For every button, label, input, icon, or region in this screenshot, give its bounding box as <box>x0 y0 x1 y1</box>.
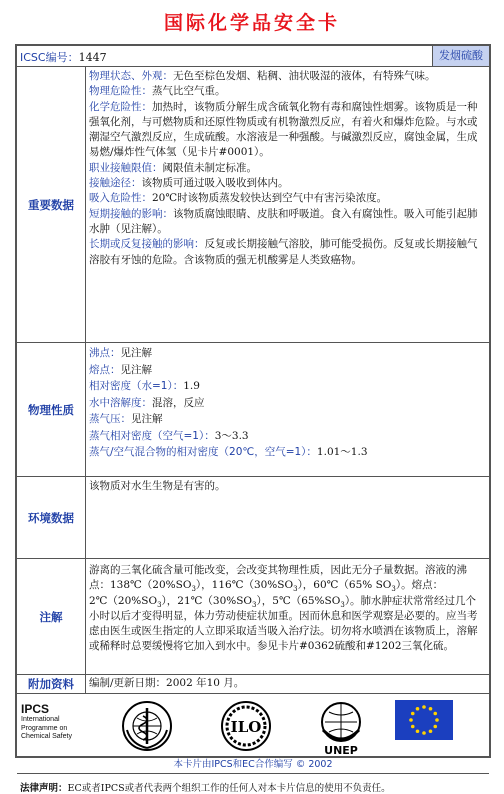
legal-label: 法律声明： <box>20 783 68 794</box>
credit-line: 本卡片由IPCS和EC合作编写 © 2002 <box>173 759 333 770</box>
eu-star-icon <box>429 707 433 711</box>
logos-row <box>17 694 489 774</box>
physical-properties-label: 物理性质 <box>17 343 86 476</box>
unep-emblem-icon <box>315 700 367 756</box>
icsc-code-label: ICSC编号： <box>20 51 79 64</box>
property-item: 蒸气/空气混合物的相对密度（20℃，空气=1）：1.01～1.3 <box>89 446 368 458</box>
additional-info-row <box>17 675 489 694</box>
important-data-label: 重要数据 <box>17 67 86 342</box>
notes-content: 游离的三氧化硫含量可能改变，会改变其物理性质，因此无分子量数据。溶液的沸点：$138℃(20\%SO_3)$，$116℃(30\%SO_3)$，60℃（65% $SO_3$）。熔点：$2℃(20\%SO_3)$，$21℃(30\%SO_3)$，$5℃(65\%SO_3)$。肺水肿症状常常经过几个小时以后才变得明显，体力劳动使症状加重。因而休息和医学观察是必要的。应当考虑由医生或医生指定的人立即采取适当吸入治疗法。切勿将水喷洒在该物质上，溶解或稀释时总要缓慢将它加入到水中。参见卡片#0362硫酸和#1202三氧化硫。 <box>89 564 478 653</box>
important-item: 物理危险性：蒸气比空气重。 <box>89 85 226 98</box>
svg-text:ILO: ILO <box>230 718 262 736</box>
header-row <box>17 46 489 67</box>
notes-row <box>17 559 489 675</box>
important-item: 物理状态、外观：无色至棕色发烟、粘稠、油状吸湿的液体，有特殊气味。 <box>89 70 436 82</box>
environmental-data-row <box>17 477 489 559</box>
safety-card <box>15 44 491 794</box>
important-item: 化学危险性：加热时，该物质分解生成含硫氧化物有毒和腐蚀性烟雾。该物质是一种强氧化剂，与可燃物质和还原性物质或有机物激烈反应，有着火和爆炸危险。与水或潮湿空气激烈反应，生成硫酸。水溶液是一种强酸。与碱激烈反应，腐蚀金属，生成易燃/爆炸性气体氢（见卡片#0001）。 <box>89 100 478 159</box>
important-item: 长期或反复接触的影响：反复或长期接触气溶胶，肺可能受损伤。反复或长期接触气溶胶有牙蚀的危险。含该物质的强无机酸雾是人类致癌物。 <box>89 238 478 266</box>
important-data-content <box>86 67 489 342</box>
important-item: 吸入危险性：20℃时该物质蒸发较快达到空气中有害污染浓度。 <box>89 192 388 205</box>
legal-text: EC或者IPCS或者代表两个组织工作的任何人对本卡片信息的使用不负责任。 <box>67 783 391 794</box>
physical-properties-content <box>86 343 489 476</box>
important-data-row <box>17 67 489 343</box>
legal-statement <box>20 780 391 794</box>
logos-strip <box>17 694 489 770</box>
additional-info-label: 附加资料 <box>17 675 86 693</box>
important-item: 短期接触的影响：该物质腐蚀眼睛、皮肤和呼吸道。食入有腐蚀性。吸入可能引起肺水肿（见注解）。 <box>89 207 478 235</box>
eu-star-icon <box>422 731 426 735</box>
eu-star-icon <box>422 705 426 709</box>
property-item: 熔点：见注解 <box>89 363 152 376</box>
property-item: 相对密度（水=1）：1.9 <box>89 380 200 392</box>
property-item: 蒸气压：见注解 <box>89 413 163 425</box>
physical-properties-row <box>17 343 489 477</box>
ilo-emblem-icon <box>220 700 272 752</box>
eu-star-icon <box>429 729 433 733</box>
eu-star-icon <box>435 718 439 722</box>
svg-text:UNEP: UNEP <box>324 744 358 756</box>
who-emblem-icon <box>121 700 173 752</box>
icsc-code <box>20 49 107 65</box>
eu-star-icon <box>409 718 413 722</box>
additional-info-content: 编制/更新日期：2002 年10 月。 <box>89 677 245 689</box>
environmental-data-label: 环境数据 <box>17 477 86 558</box>
eu-star-icon <box>411 725 415 729</box>
eu-star-icon <box>416 707 420 711</box>
ipcs-logo: IPCS International Programme on Chemical Safety <box>21 702 72 740</box>
property-item: 水中溶解度：混溶，反应 <box>89 396 205 409</box>
eu-star-icon <box>416 729 420 733</box>
page-title: 国际化学品安全卡 <box>163 12 340 34</box>
chemical-name: 发烟硫酸 <box>432 46 489 66</box>
eu-star-icon <box>411 712 415 716</box>
eu-star-icon <box>433 725 437 729</box>
important-item: 职业接触限值：阈限值未制定标准。 <box>89 161 257 174</box>
eu-flag-icon <box>395 700 453 740</box>
property-item: 蒸气相对密度（空气=1）：3～3.3 <box>89 429 249 442</box>
important-item: 接触途径：该物质可通过吸入吸收到体内。 <box>89 177 289 190</box>
environmental-data-content: 该物质对水生生物是有害的。 <box>89 480 226 492</box>
property-item: 沸点：见注解 <box>89 347 152 359</box>
icsc-code-value: 1447 <box>78 51 107 64</box>
eu-star-icon <box>433 712 437 716</box>
notes-label: 注解 <box>17 559 86 674</box>
